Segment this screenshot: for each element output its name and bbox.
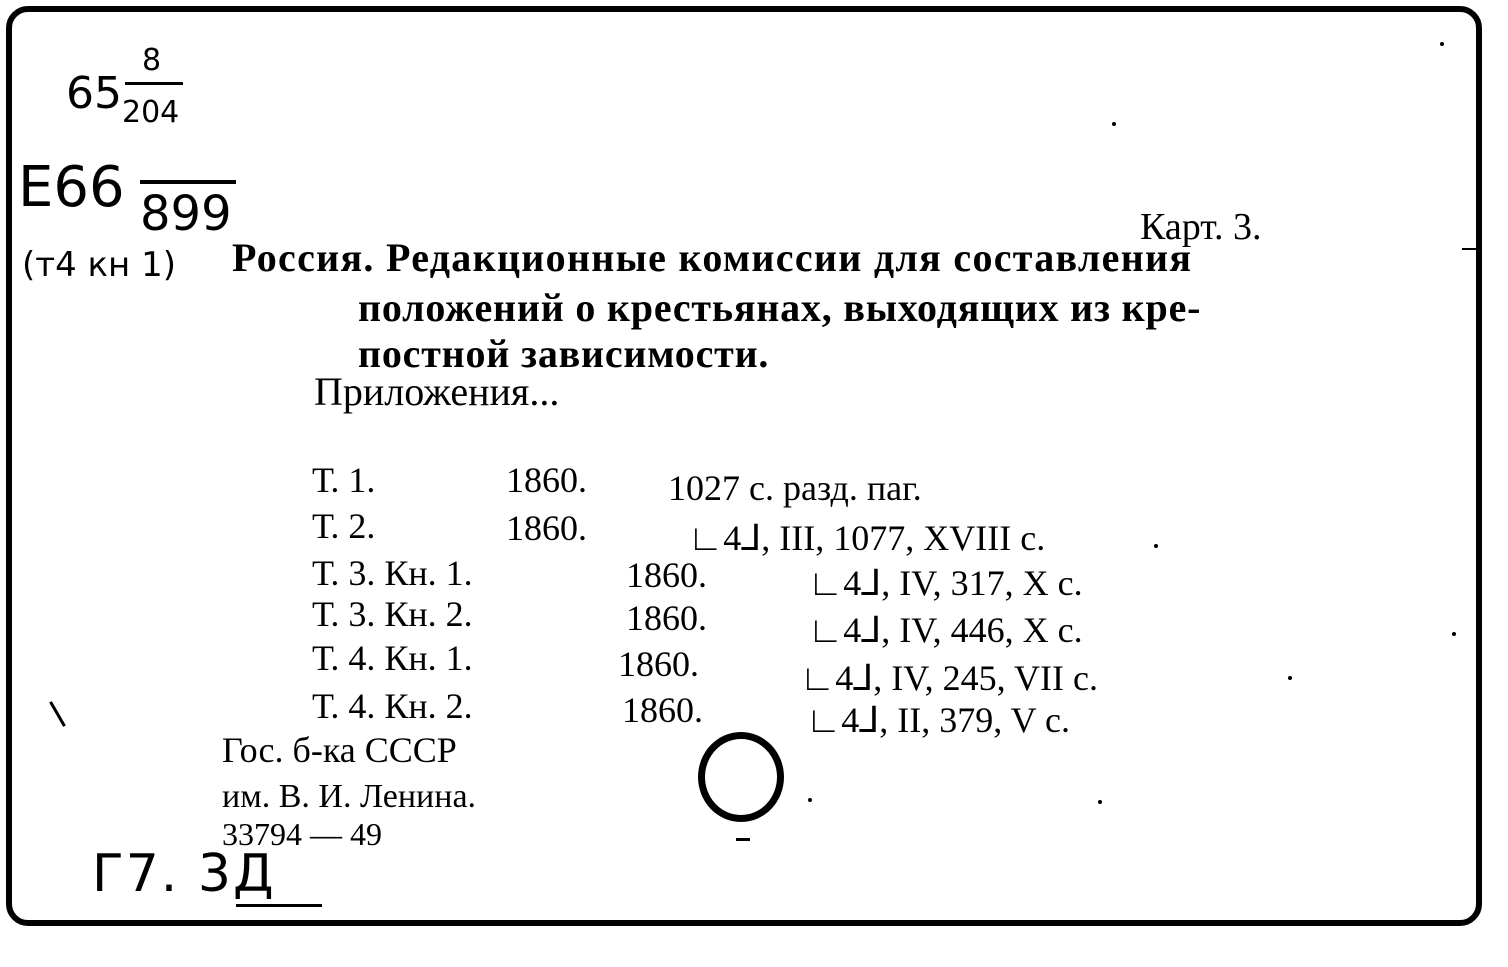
- scan-speck: [1452, 632, 1456, 636]
- shelf-mark-middle-integer: E66: [18, 155, 125, 220]
- volume-label: Т. 1.: [312, 460, 376, 500]
- scan-speck: [808, 798, 812, 802]
- scan-speck: [1112, 122, 1116, 126]
- volume-year: 1860.: [626, 598, 707, 638]
- underline-stroke: [236, 904, 322, 907]
- volume-label: Т. 2.: [312, 506, 376, 546]
- heading-line-2: положений о крестьянах, выходящих из кре-: [358, 285, 1202, 330]
- shelf-mark-top-numerator: 8: [142, 43, 162, 78]
- edge-scratch: [1462, 248, 1482, 250]
- volume-year: 1860.: [626, 555, 707, 595]
- volume-label: Т. 4. Кн. 2.: [312, 686, 473, 726]
- library-line-3: 33794 — 49: [222, 816, 382, 852]
- volume-year: 1860.: [618, 644, 699, 684]
- volume-label: Т. 4. Кн. 1.: [312, 638, 473, 678]
- library-line-2: им. В. И. Ленина.: [222, 778, 477, 815]
- volume-pages: ∟4⅃, III, 1077, XVIII с.: [688, 518, 1046, 558]
- volume-year: 1860.: [622, 690, 703, 730]
- volume-label: Т. 3. Кн. 1.: [312, 553, 473, 593]
- fraction-bar-middle: [140, 180, 236, 184]
- volume-pages: ∟4⅃, IV, 317, X с.: [808, 563, 1083, 603]
- scan-speck: [1154, 544, 1158, 548]
- handwritten-call-number: Г7. 3Д: [92, 844, 276, 904]
- shelf-mark-top-integer: 65: [66, 68, 122, 119]
- heading-line-1: Россия. Редакционные комиссии для составления: [232, 235, 1193, 280]
- heading-line-3: постной зависимости.: [358, 331, 770, 376]
- volume-pages: ∟4⅃, II, 379, V с.: [806, 700, 1070, 740]
- subtitle: Приложения...: [314, 369, 560, 414]
- volume-pages: ∟4⅃, IV, 245, VII с.: [800, 658, 1098, 698]
- volume-label: Т. 3. Кн. 2.: [312, 594, 473, 634]
- library-line-1: Гос. б-ка СССР: [222, 730, 457, 770]
- shelf-mark-middle-denominator: 899: [140, 186, 232, 242]
- fraction-bar-top: [125, 82, 183, 85]
- scan-speck: [1288, 676, 1292, 680]
- scan-speck: [1440, 42, 1444, 46]
- hole-mark: [736, 838, 750, 841]
- volume-pages: 1027 с. разд. паг.: [668, 468, 922, 508]
- punch-hole-icon: [698, 732, 784, 822]
- volume-year: 1860.: [506, 508, 587, 548]
- volume-year: 1860.: [506, 460, 587, 500]
- card-number: Карт. 3.: [1140, 206, 1262, 248]
- shelf-mark-top-denominator: 204: [122, 95, 180, 130]
- volume-pages: ∟4⅃, IV, 446, X с.: [808, 610, 1083, 650]
- shelf-mark-parenthetical: (т4 кн 1): [22, 245, 176, 285]
- scan-speck: [1098, 800, 1102, 804]
